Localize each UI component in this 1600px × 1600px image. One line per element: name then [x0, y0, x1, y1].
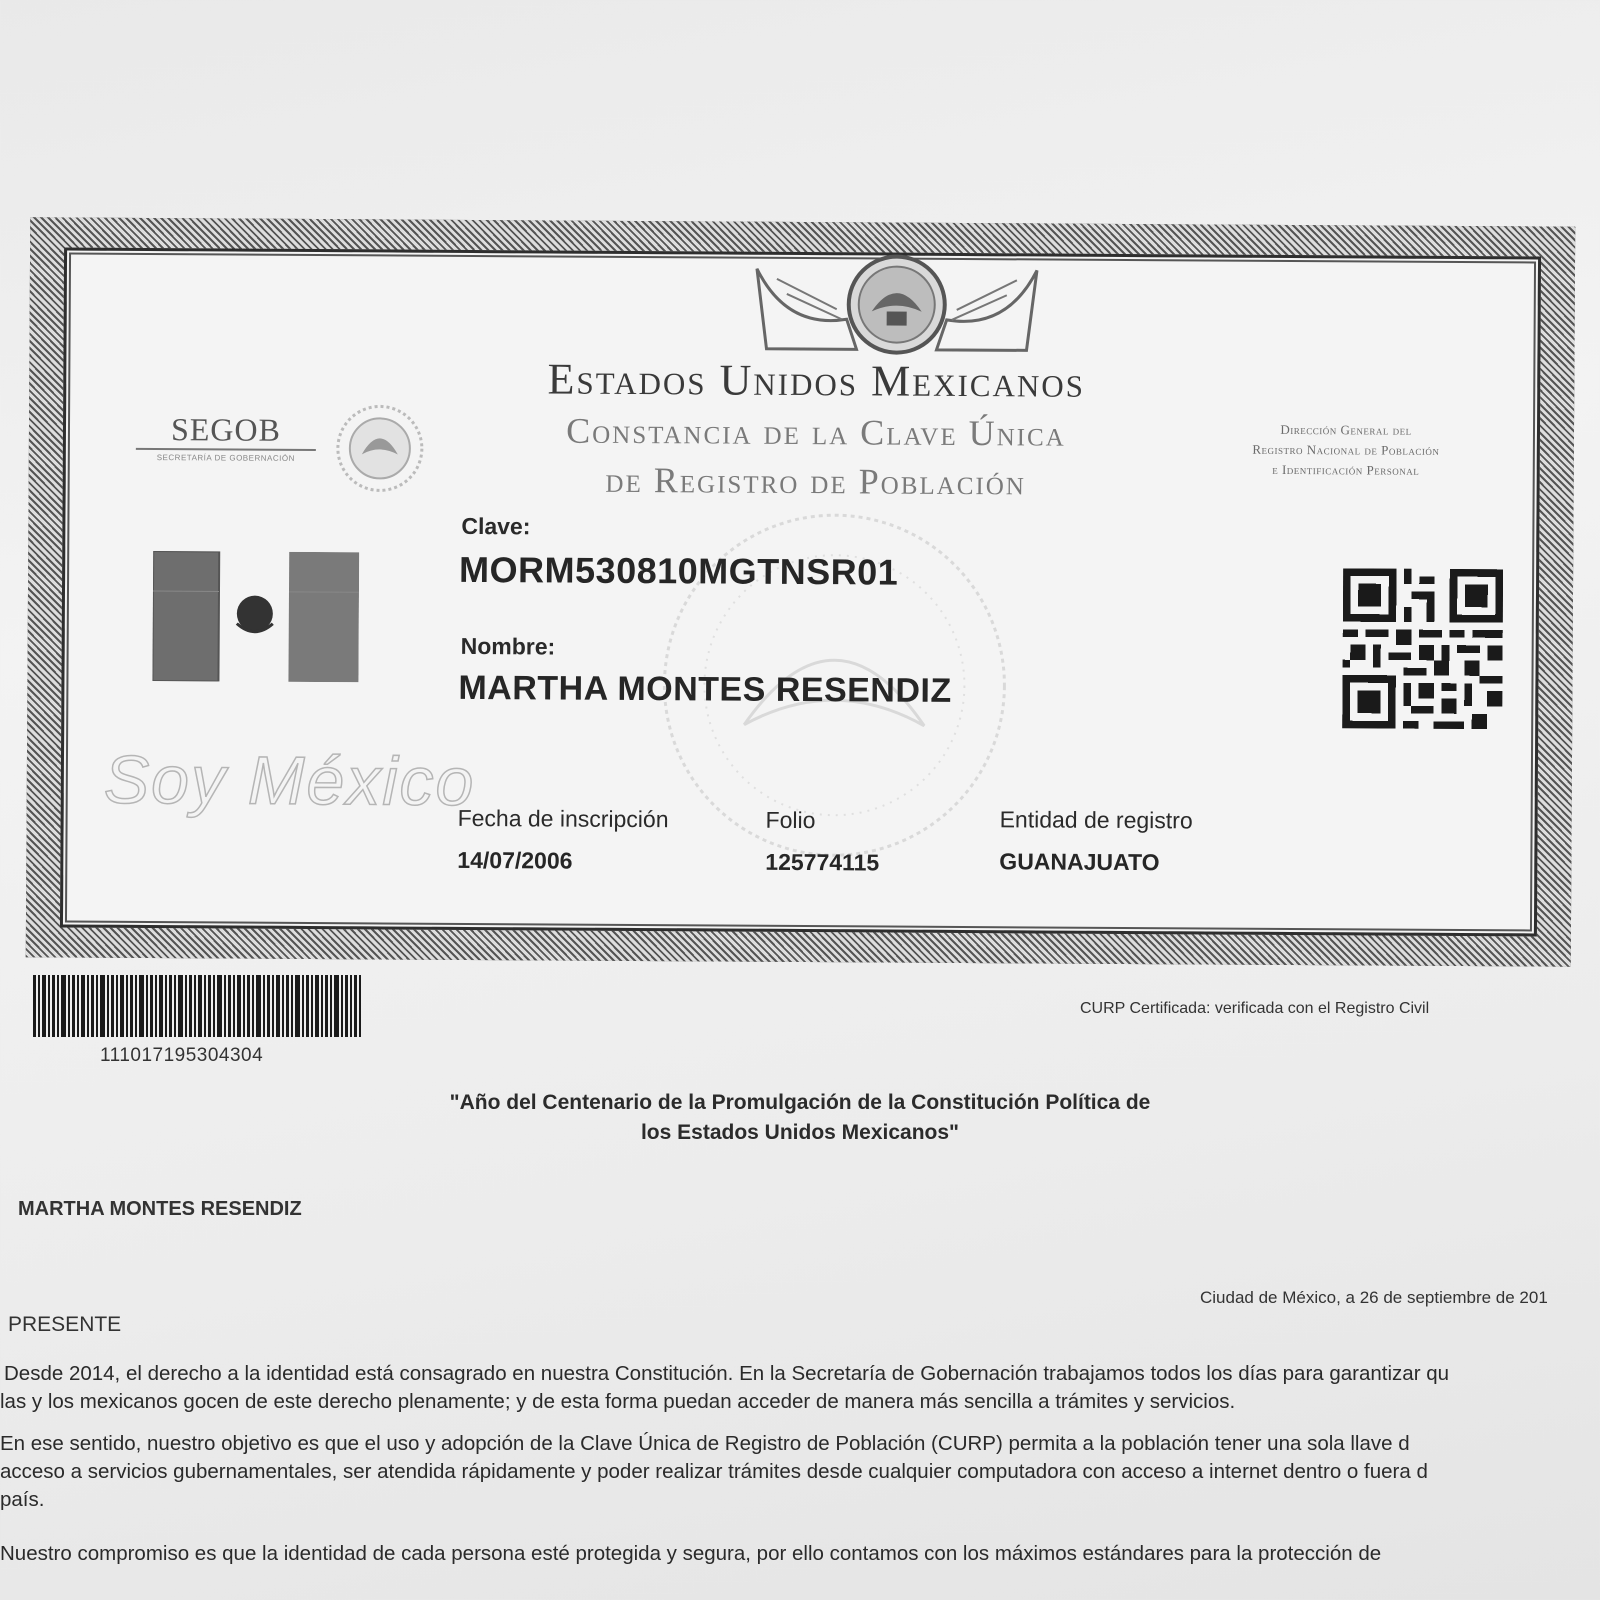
- letter-place-date: Ciudad de México, a 26 de septiembre de 201: [1200, 1288, 1548, 1307]
- paragraph-line: En ese sentido, nuestro objetivo es que el uso y adopción de la Clave Única de Registro de Población (CURP) permita a la población tener una sola llave d: [0, 1432, 1410, 1455]
- entidad-value: GUANAJUATO: [999, 848, 1160, 876]
- letter-paragraph-3: [0, 1540, 1600, 1568]
- nombre-value: MARTHA MONTES RESENDIZ: [458, 668, 952, 710]
- letter-greeting: PRESENTE: [8, 1313, 122, 1336]
- fecha-value: 14/07/2006: [457, 846, 573, 874]
- year-motto: [300, 1088, 1300, 1148]
- direccion-general: [1176, 419, 1516, 481]
- segob-subtitle: SECRETARÍA DE GOBERNACIÓN: [156, 453, 295, 463]
- header-country: Estados Unidos Mexicanos: [547, 354, 1086, 407]
- letter-paragraph-1: [0, 1360, 1600, 1416]
- coat-of-arms-crest: [746, 249, 1047, 361]
- year-motto-line: los Estados Unidos Mexicanos": [640, 1121, 960, 1144]
- segob-wordmark: SEGOB: [136, 411, 316, 451]
- header-registro: de Registro de Población: [605, 459, 1026, 503]
- entidad-label: Entidad de registro: [999, 806, 1193, 834]
- nombre-label: Nombre:: [460, 632, 556, 660]
- certificate-frame: [60, 247, 1541, 936]
- paragraph-line: Nuestro compromiso es que la identidad de cada persona esté protegida y segura, por ello contamos con los máximos estándares para la protección de: [0, 1542, 1382, 1565]
- barcode: [33, 975, 361, 1037]
- paragraph-line: las y los mexicanos gocen de este derecho plenamente; y de esta forma puedan acceder de manera más sencilla a trámites y servicios.: [0, 1390, 1236, 1413]
- barcode-number: 111017195304304: [100, 1045, 264, 1066]
- letter-paragraph-2: [0, 1430, 1600, 1514]
- paragraph-line: país.: [0, 1488, 45, 1511]
- folio-label: Folio: [765, 806, 816, 834]
- segob-logo: [136, 411, 316, 463]
- mexican-flag-icon: [152, 551, 359, 682]
- paragraph-line: Desde 2014, el derecho a la identidad está consagrado en nuestra Constitución. En la Secretaría de Gobernación trabajamos todos los días para garantizar qu: [4, 1362, 1450, 1385]
- direccion-line: e Identificación Personal: [1272, 461, 1420, 478]
- curp-certificate: [26, 217, 1575, 966]
- clave-value: MORM530810MGTNSR01: [459, 548, 899, 593]
- folio-value: 125774115: [765, 848, 880, 876]
- direccion-line: Dirección General del: [1280, 421, 1412, 438]
- curp-certificada-note: CURP Certificada: verificada con el Registro Civil: [1080, 1000, 1430, 1017]
- header-constancia: Constancia de la Clave Única: [566, 410, 1066, 454]
- fecha-label: Fecha de inscripción: [457, 804, 669, 833]
- year-motto-line: "Año del Centenario de la Promulgación de la Constitución Política de: [449, 1091, 1151, 1114]
- qr-code[interactable]: [1342, 568, 1503, 729]
- direccion-line: Registro Nacional de Población: [1252, 441, 1440, 458]
- paragraph-line: acceso a servicios gubernamentales, ser atendida rápidamente y poder realizar trámites desde cualquier computadora con acceso a internet dentro o fuera d: [0, 1460, 1428, 1483]
- soy-mexico-logo: Soy México: [103, 741, 476, 821]
- letter-recipient: MARTHA MONTES RESENDIZ: [18, 1198, 302, 1220]
- clave-label: Clave:: [461, 512, 531, 540]
